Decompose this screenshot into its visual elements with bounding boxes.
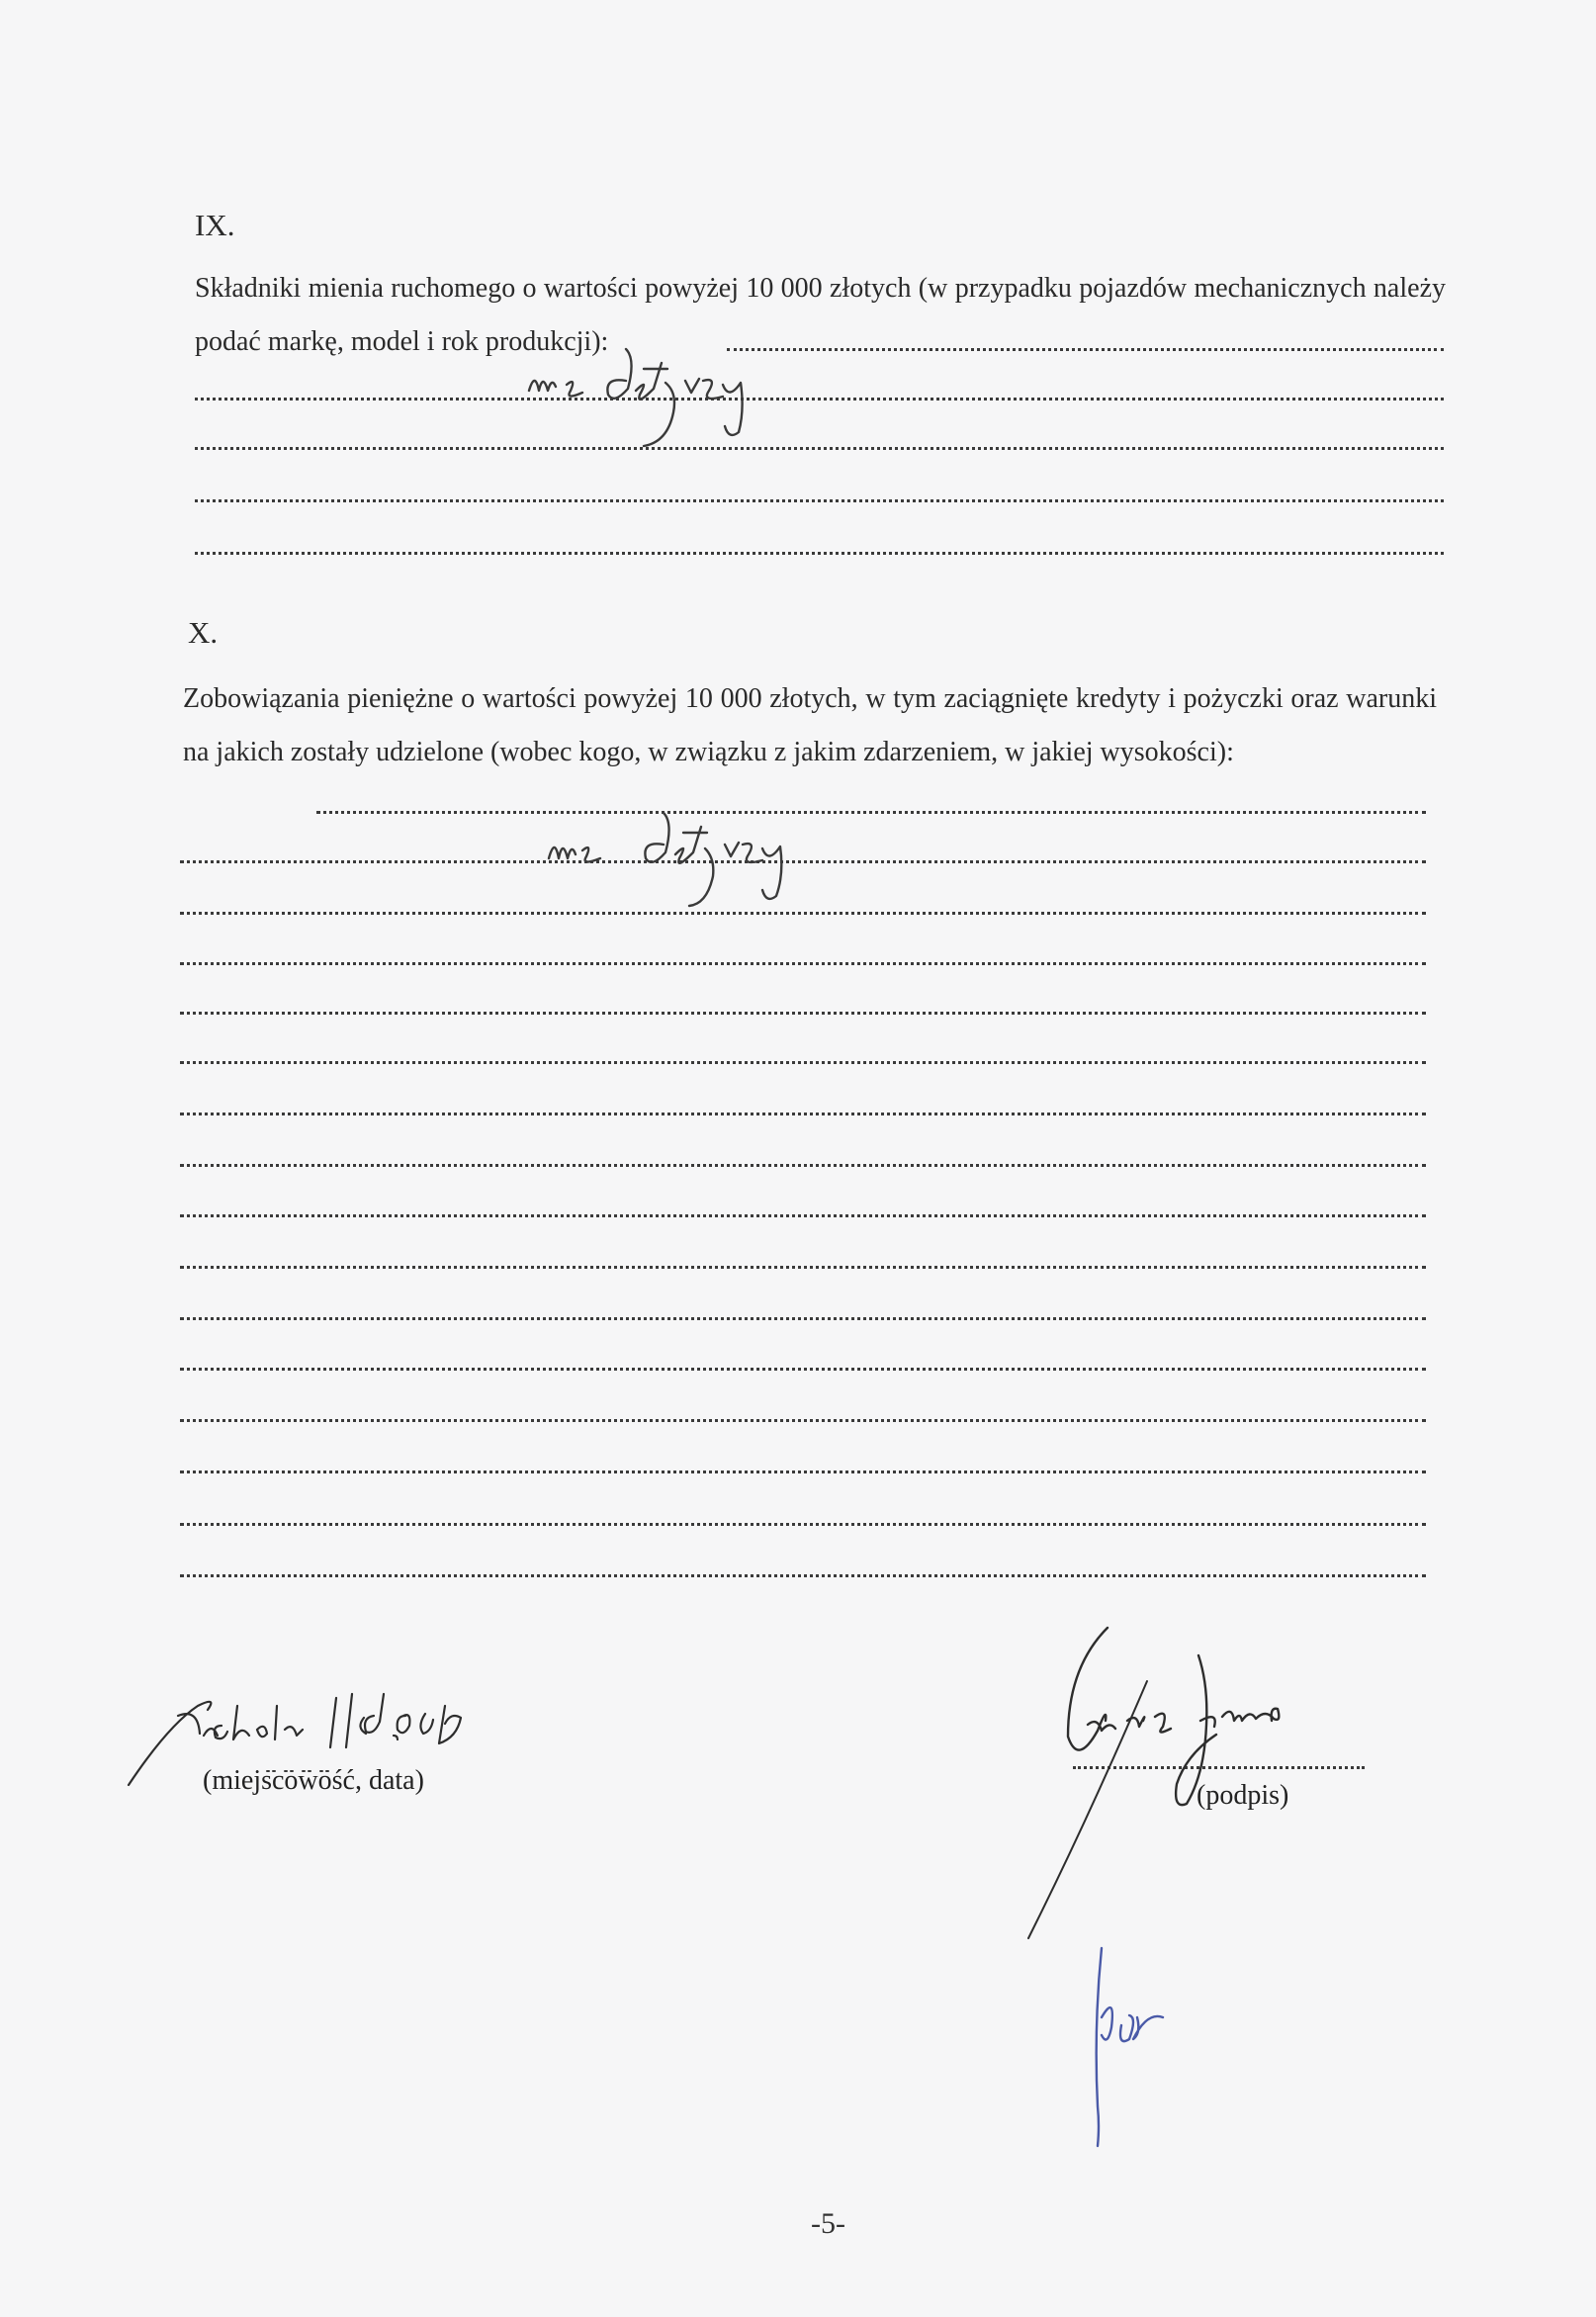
answer-line <box>180 1266 1426 1269</box>
answer-line <box>180 1523 1426 1526</box>
signature-caption: (podpis) <box>1197 1780 1289 1811</box>
answer-line <box>727 348 1444 351</box>
answer-line <box>180 962 1426 965</box>
handwriting-ix <box>519 341 796 450</box>
section-ix-number: IX. <box>195 208 235 242</box>
answer-line <box>180 1113 1426 1115</box>
place-date-caption: (miejscowość, data) <box>203 1765 424 1796</box>
answer-line <box>180 1317 1426 1320</box>
page-number: -5- <box>811 2207 845 2240</box>
answer-line <box>180 1214 1426 1217</box>
answer-line <box>195 398 1444 401</box>
section-ix-text: Składniki mienia ruchomego o wartości powyżej 10 000 złotych (w przypadku pojazdów mechanicznych należy podać markę, model i rok produkcji): <box>195 273 1446 357</box>
answer-line <box>316 811 1426 814</box>
answer-line <box>180 1368 1426 1371</box>
section-x-text: Zobowiązania pieniężne o wartości powyżej 10 000 złotych, w tym zaciągnięte kredyty i pożyczki oraz warunki na jakich zostały udzielone (wobec kogo, w związku z jakim zdarzeniem, w jakiej wysokości): <box>183 683 1437 767</box>
answer-line <box>195 499 1444 502</box>
answer-line <box>180 1419 1426 1422</box>
answer-line <box>180 1012 1426 1015</box>
answer-line <box>195 447 1444 450</box>
answer-line <box>180 1061 1426 1064</box>
answer-line <box>180 1470 1426 1473</box>
handwriting-x <box>539 809 836 928</box>
answer-line <box>180 1574 1426 1577</box>
signature <box>969 1622 1384 1968</box>
blue-initials <box>1068 1938 1226 2156</box>
answer-line <box>180 1164 1426 1167</box>
answer-line <box>195 552 1444 555</box>
section-x-number: X. <box>188 615 219 650</box>
